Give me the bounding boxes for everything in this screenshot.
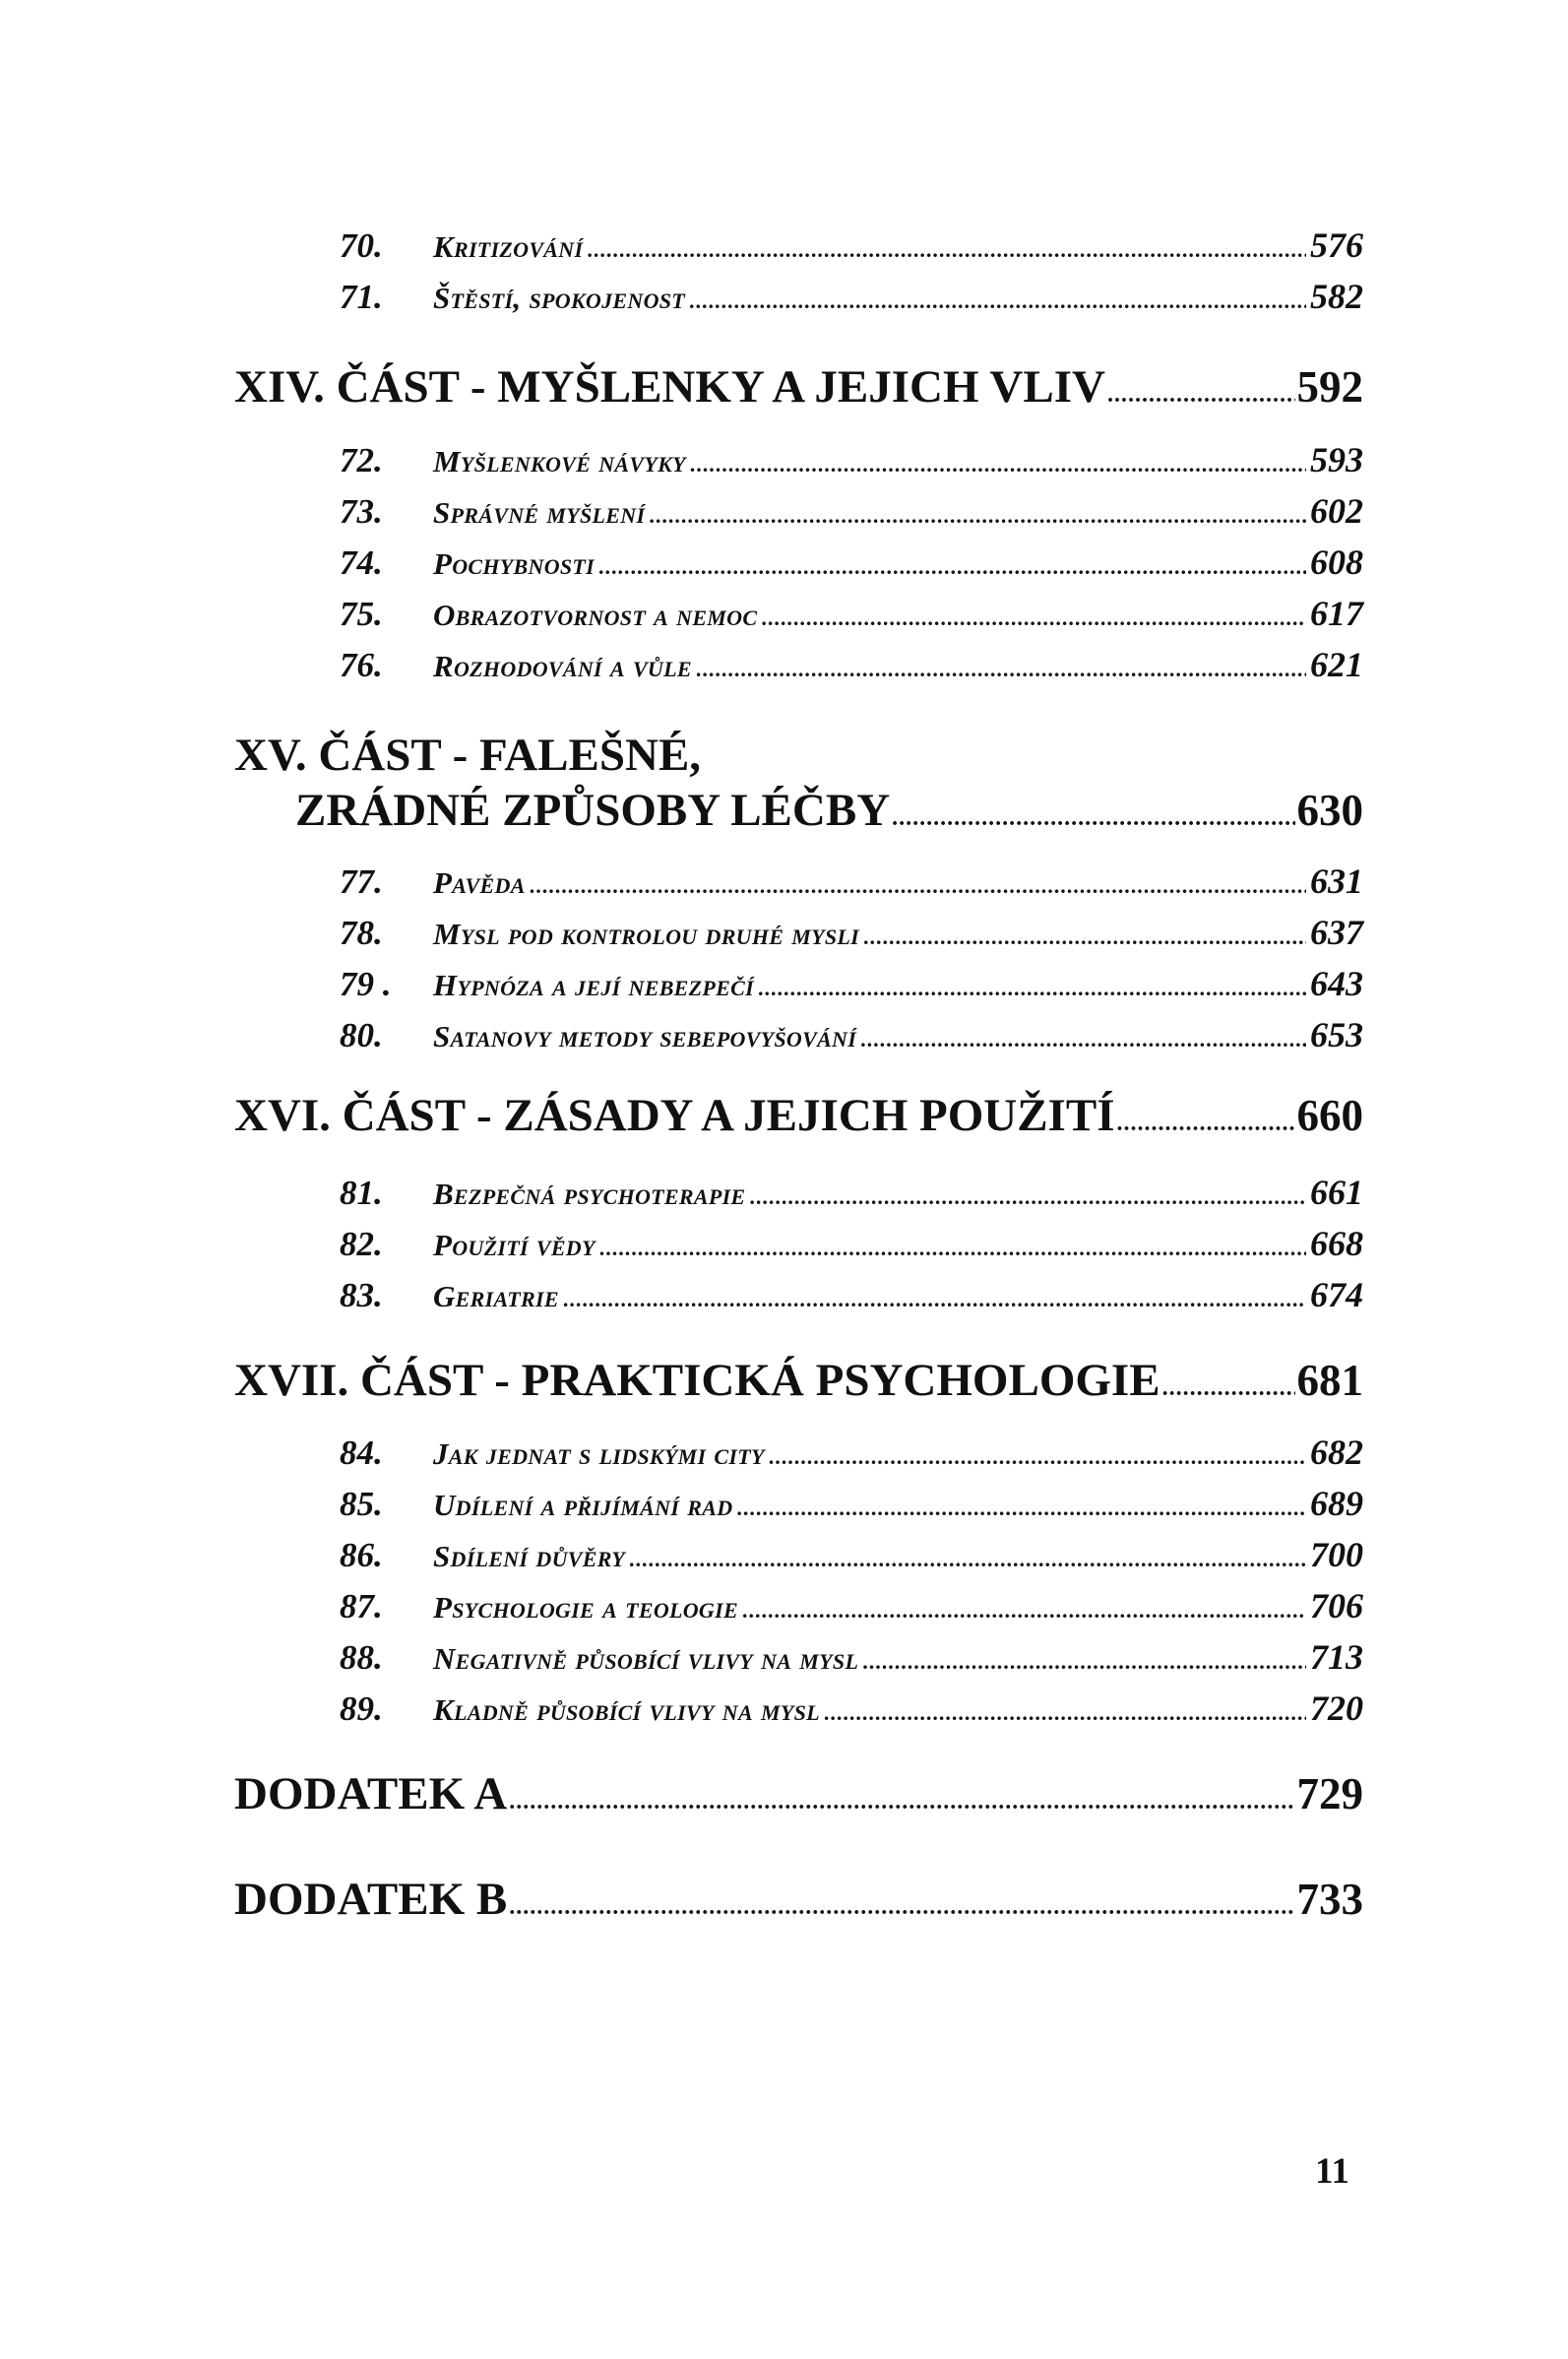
dot-leader <box>736 1496 1306 1521</box>
toc-chapter-row <box>340 276 1363 325</box>
dot-leader <box>509 1789 1294 1816</box>
dot-leader <box>1117 1111 1295 1137</box>
chapter-page-number: 700 <box>1310 1535 1363 1574</box>
chapter-number: 71. <box>340 278 383 316</box>
chapter-page-number: 689 <box>1310 1484 1363 1523</box>
part-title: XVI. ČÁST - ZÁSADY A JEJICH POUŽITÍ <box>234 1090 1115 1141</box>
toc-chapter-row <box>340 861 1363 910</box>
chapter-number: 81. <box>340 1174 383 1212</box>
toc-chapter-row <box>340 1014 1363 1063</box>
dot-leader <box>690 452 1306 478</box>
chapter-number: 86. <box>340 1536 383 1574</box>
chapter-number: 88. <box>340 1638 383 1677</box>
chapter-number: 87. <box>340 1587 383 1626</box>
chapter-page-number: 682 <box>1310 1433 1363 1472</box>
dot-leader <box>598 554 1306 580</box>
toc-chapter-row <box>340 644 1363 693</box>
chapter-title: Udílení a přijímání rad <box>433 1488 733 1522</box>
toc-chapter-row <box>340 1585 1363 1634</box>
chapter-page-number: 602 <box>1310 491 1363 531</box>
chapter-page-number: 582 <box>1310 277 1363 316</box>
toc-appendix-row <box>234 1767 1363 1826</box>
chapter-title: Rozhodování a vůle <box>433 649 692 683</box>
chapter-page-number: 713 <box>1310 1637 1363 1677</box>
dot-leader <box>860 1027 1306 1052</box>
chapter-title: Správné myšlení <box>433 495 646 530</box>
dot-leader <box>1107 382 1295 409</box>
chapter-page-number: 643 <box>1310 964 1363 1003</box>
toc-part-row <box>234 360 1363 419</box>
chapter-number: 78. <box>340 914 383 952</box>
toc-chapter-row <box>340 1274 1363 1323</box>
toc-chapter-row <box>340 224 1363 274</box>
chapter-title: Myšlenkové návyky <box>433 444 686 478</box>
dot-leader <box>530 873 1306 899</box>
toc-chapter-row <box>340 542 1363 591</box>
appendix-title: DODATEK B <box>234 1874 508 1925</box>
appendix-title: DODATEK A <box>234 1768 508 1819</box>
dot-leader <box>761 606 1306 631</box>
dot-leader <box>749 1184 1306 1210</box>
part-title: XIV. ČÁST - MYŠLENKY A JEJICH VLIV <box>234 361 1105 413</box>
chapter-title: Kladně působící vlivy na mysl <box>433 1692 820 1727</box>
chapter-number: 85. <box>340 1485 383 1523</box>
toc-chapter-row <box>340 490 1363 540</box>
chapter-title: Satanovy metody sebepovyšování <box>433 1019 857 1053</box>
toc-chapter-row <box>340 593 1363 642</box>
chapter-page-number: 621 <box>1310 645 1363 684</box>
chapter-page-number: 653 <box>1310 1015 1363 1054</box>
dot-leader <box>742 1598 1306 1624</box>
dot-leader <box>629 1547 1306 1572</box>
toc-chapter-row <box>340 1534 1363 1583</box>
chapter-title: Pavěda <box>433 865 526 900</box>
dot-leader <box>649 503 1306 529</box>
toc-part-row <box>234 1354 1363 1413</box>
part-title: ZRÁDNÉ ZPŮSOBY LÉČBY <box>295 785 891 836</box>
chapter-title: Sdílení důvěry <box>433 1539 626 1573</box>
chapter-number: 75. <box>340 595 383 633</box>
toc-appendix-row <box>234 1873 1363 1932</box>
toc-chapter-row <box>340 963 1363 1012</box>
chapter-page-number: 674 <box>1310 1275 1363 1314</box>
chapter-number: 70. <box>340 226 383 265</box>
toc-chapter-row <box>340 439 1363 488</box>
chapter-title: Použití vědy <box>433 1228 596 1262</box>
chapter-page-number: 608 <box>1310 542 1363 582</box>
chapter-number: 72. <box>340 441 383 479</box>
chapter-title: Kritizování <box>433 229 584 264</box>
toc-chapter-row <box>340 1483 1363 1532</box>
chapter-page-number: 576 <box>1310 225 1363 265</box>
dot-leader <box>587 237 1306 263</box>
toc-chapter-row <box>340 1688 1363 1737</box>
chapter-number: 80. <box>340 1016 383 1054</box>
part-title-line1: XV. ČÁST - FALEŠNÉ, <box>234 730 702 781</box>
chapter-title: Psychologie a teologie <box>433 1590 738 1625</box>
chapter-title: Jak jednat s lidskými city <box>433 1436 765 1471</box>
chapter-number: 89. <box>340 1690 383 1728</box>
chapter-title: Negativně působící vlivy na mysl <box>433 1641 859 1676</box>
dot-leader <box>689 288 1306 314</box>
dot-leader <box>563 1287 1306 1312</box>
appendix-page-number: 733 <box>1296 1875 1363 1924</box>
dot-leader <box>696 657 1306 682</box>
chapter-number: 74. <box>340 543 383 582</box>
toc-chapter-row <box>340 1432 1363 1481</box>
dot-leader <box>509 1894 1294 1921</box>
chapter-number: 79 . <box>340 965 392 1003</box>
toc-part-row <box>295 784 1363 843</box>
dot-leader <box>769 1444 1306 1470</box>
toc-chapter-row <box>340 912 1363 961</box>
chapter-page-number: 720 <box>1310 1689 1363 1728</box>
toc-chapter-row <box>340 1636 1363 1686</box>
part-page-number: 592 <box>1296 362 1363 412</box>
chapter-number: 84. <box>340 1434 383 1472</box>
part-title: XVII. ČÁST - PRAKTICKÁ PSYCHOLOGIE <box>234 1355 1160 1406</box>
dot-leader <box>599 1236 1306 1261</box>
dot-leader <box>824 1700 1306 1726</box>
dot-leader <box>1162 1375 1295 1402</box>
dot-leader <box>863 924 1306 950</box>
chapter-number: 77. <box>340 862 383 901</box>
chapter-number: 82. <box>340 1225 383 1263</box>
chapter-number: 73. <box>340 492 383 531</box>
chapter-title: Hypnóza a její nebezpečí <box>433 968 754 1002</box>
dot-leader <box>758 976 1306 1001</box>
chapter-title: Mysl pod kontrolou druhé mysli <box>433 917 860 951</box>
chapter-page-number: 593 <box>1310 440 1363 479</box>
toc-chapter-row <box>340 1223 1363 1272</box>
dot-leader <box>862 1649 1306 1675</box>
chapter-page-number: 706 <box>1310 1586 1363 1626</box>
chapter-title: Pochybnosti <box>433 546 596 581</box>
part-page-number: 681 <box>1296 1356 1363 1405</box>
appendix-page-number: 729 <box>1296 1769 1363 1818</box>
chapter-number: 76. <box>340 646 383 684</box>
chapter-number: 83. <box>340 1276 383 1314</box>
chapter-page-number: 631 <box>1310 861 1363 901</box>
chapter-page-number: 668 <box>1310 1224 1363 1263</box>
chapter-title: Obrazotvornost a nemoc <box>433 598 758 632</box>
page-number: 11 <box>1315 2151 1349 2192</box>
toc-part-row <box>234 1089 1363 1148</box>
chapter-page-number: 637 <box>1310 913 1363 952</box>
chapter-page-number: 661 <box>1310 1173 1363 1212</box>
dot-leader <box>892 805 1294 832</box>
part-page-number: 630 <box>1296 786 1363 835</box>
chapter-title: Bezpečná psychoterapie <box>433 1177 746 1211</box>
part-page-number: 660 <box>1296 1091 1363 1140</box>
chapter-page-number: 617 <box>1310 594 1363 633</box>
chapter-title: Geriatrie <box>433 1279 559 1313</box>
toc-chapter-row <box>340 1172 1363 1221</box>
chapter-title: Štěstí, spokojenost <box>433 281 686 315</box>
